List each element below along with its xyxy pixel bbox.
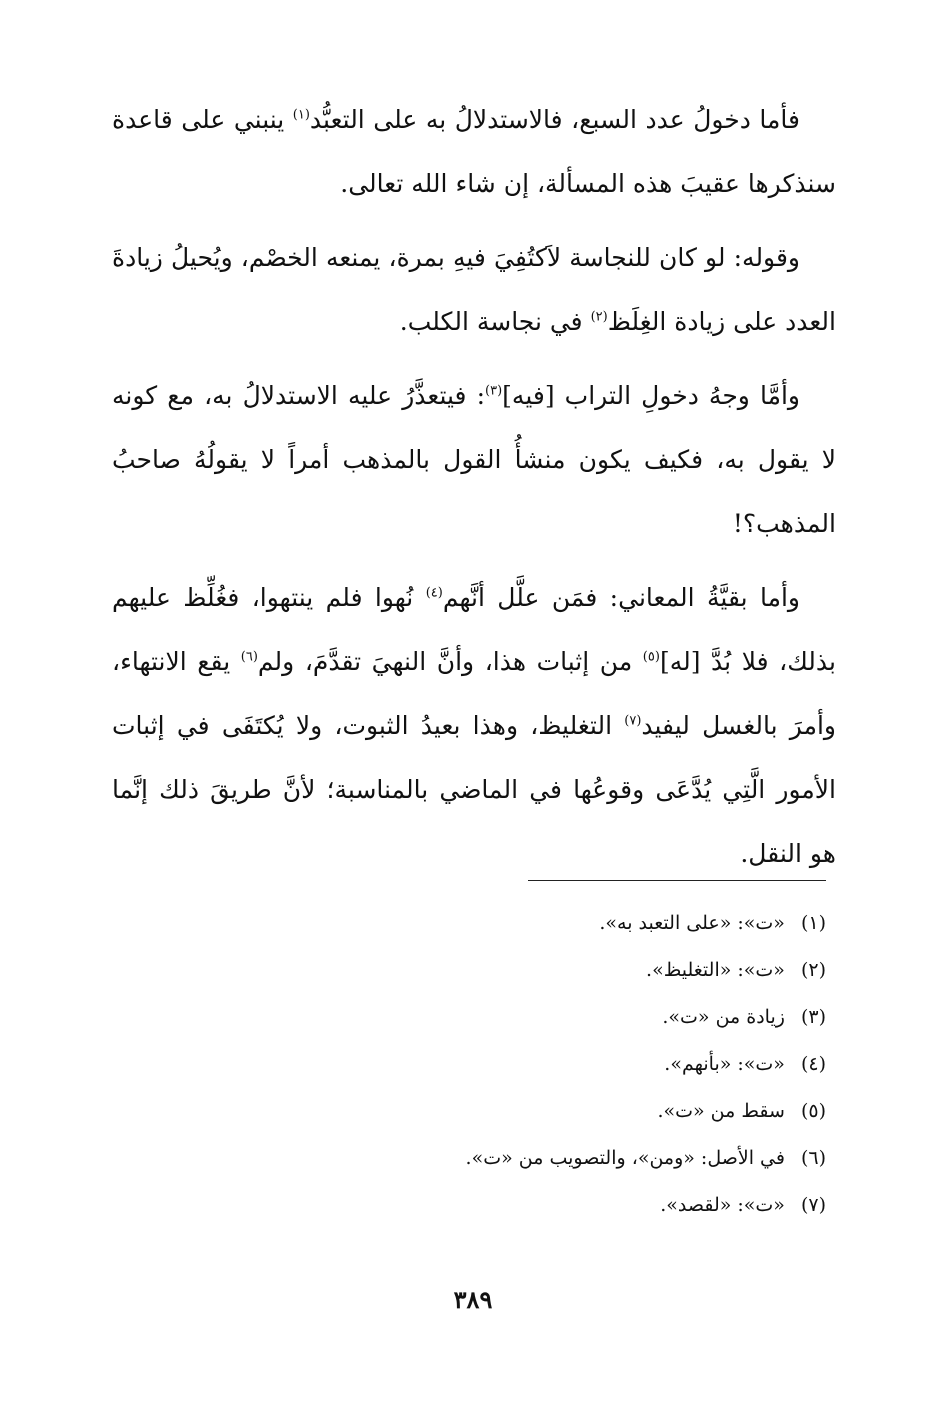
text-run: فأما دخولُ عدد السبع، فالاستدلالُ به على التعبُّد <box>309 105 800 134</box>
text-run: من إثبات هذا، وأنَّ النهيَ تقدَّمَ، ولم <box>257 647 643 676</box>
text-run: : فيتعذَّرُ عليه الاستدلالُ به، مع كونه لا يقول به، فكيف يكون منشأُ القول بالمذهب أمراً لا يقولُهُ صاحبُ المذهب؟! <box>112 381 836 538</box>
footnote-number: (٦) <box>800 1147 826 1169</box>
paragraph-4 <box>112 566 836 886</box>
footnote-ref: (٣) <box>485 383 503 399</box>
main-text <box>112 88 836 896</box>
footnote-ref: (١) <box>292 107 310 123</box>
text-run: في نجاسة الكلب. <box>399 307 591 336</box>
footnote-4 <box>300 1041 826 1088</box>
text-run: نُهوا فلم ينتهوا، فغُلِّظ عليهم بذلك، فلا بُدَّ [له] <box>112 583 837 676</box>
footnote-6 <box>300 1135 826 1182</box>
text-run: وأمَّا وجهُ دخولِ التراب [فيه] <box>502 381 800 410</box>
footnote-separator <box>528 880 826 881</box>
footnote-number: (١) <box>800 912 826 934</box>
footnote-7 <box>300 1182 826 1229</box>
paragraph-1 <box>112 88 836 216</box>
paragraph-3 <box>112 364 836 556</box>
text-run: وقوله: لو كان للنجاسة لاَكتُفِيَ فيهِ بمرة، يمنعه الخصْم، ويُحيلُ زيادةَ العدد على زيادة الغِلَظ <box>112 243 836 336</box>
footnote-text: «ت»: «بأنهم». <box>664 1053 785 1075</box>
footnote-number: (٧) <box>800 1194 826 1216</box>
footnote-number: (٢) <box>800 959 826 981</box>
footnote-5 <box>300 1088 826 1135</box>
footnote-1 <box>300 900 826 947</box>
footnote-text: زيادة من «ت». <box>662 1006 785 1028</box>
footnote-ref: (٤) <box>425 585 443 601</box>
footnote-number: (٣) <box>800 1006 826 1028</box>
text-run: وأما بقيَّةُ المعاني: فمَن علَّل أنَّهم <box>442 583 800 612</box>
paragraph-2 <box>112 226 836 354</box>
footnote-3 <box>300 994 826 1041</box>
footnote-text: «ت»: «التغليظ». <box>646 959 785 981</box>
text-run: يقع الانتهاء، وأمرَ بالغسل ليفيد <box>112 647 836 740</box>
footnotes <box>300 900 826 1229</box>
footnote-text: «ت»: «على التعبد به». <box>599 912 785 934</box>
page-number: ٣٨٩ <box>453 1285 493 1314</box>
footnote-text: سقط من «ت». <box>657 1100 785 1122</box>
footnote-2 <box>300 947 826 994</box>
footnote-ref: (٧) <box>624 713 642 729</box>
footnote-text: في الأصل: «ومن»، والتصويب من «ت». <box>465 1147 785 1169</box>
footnote-text: «ت»: «لقصد». <box>660 1194 785 1216</box>
footnote-ref: (٥) <box>642 649 660 665</box>
text-run: ينبني على قاعدة سنذكرها عقيبَ هذه المسألة، إن شاء الله تعالى. <box>112 105 836 198</box>
footnote-number: (٥) <box>800 1100 826 1122</box>
footnote-ref: (٦) <box>240 649 258 665</box>
footnote-ref: (٢) <box>590 309 608 325</box>
footnote-number: (٤) <box>800 1053 826 1075</box>
text-run: التغليظ، وهذا بعيدُ الثبوت، ولا يُكتَفَى في إثبات الأمور الَّتِي يُدَّعَى وقوعُها في الماضي بالمناسبة؛ لأنَّ طريقَ ذلك إنَّما هو النقل. <box>112 711 836 868</box>
